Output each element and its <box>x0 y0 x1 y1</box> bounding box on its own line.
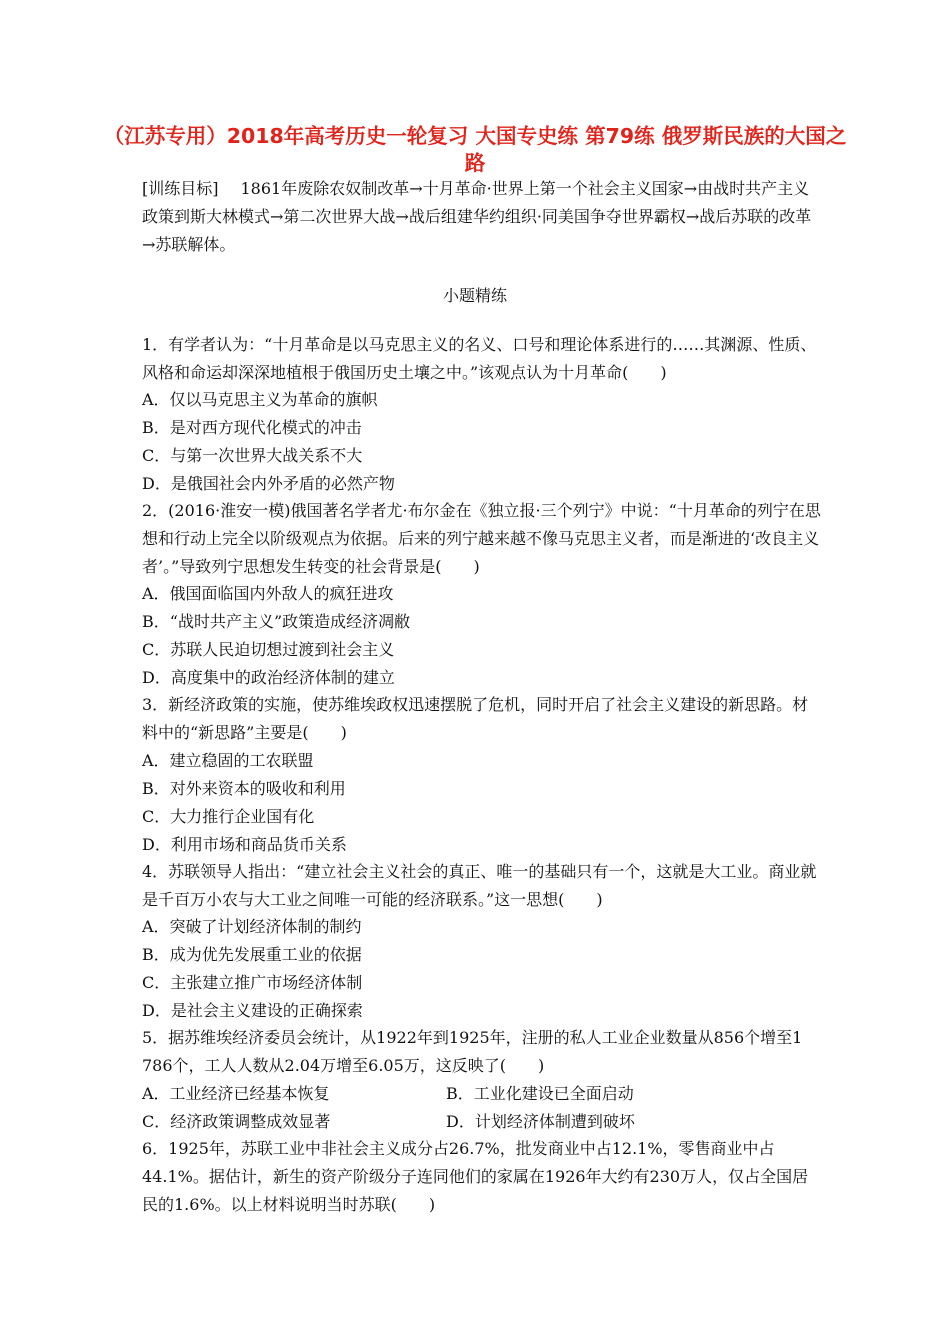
question-6-stem: 6．1925年，苏联工业中非社会主义成分占26.7%，批发商业中占12.1%，零售商业中占44.1%。据估计，新生的资产阶级分子连同他们的家属在1926年大约有230万人，仅占全国居民的1.6%。以上材料说明当时苏联( ) <box>142 1139 809 1214</box>
question-1-option-c: C．与第一次世界大战关系不大 <box>142 446 363 465</box>
question-1-option-d: D．是俄国社会内外矛盾的必然产物 <box>142 474 395 493</box>
question-3-option-b: B．对外来资本的吸收和利用 <box>142 779 346 798</box>
question-2-option-d: D．高度集中的政治经济体制的建立 <box>142 668 395 687</box>
question-4-stem: 4．苏联领导人指出：“建立社会主义社会的真正、唯一的基础只有一个，这就是大工业。商业就是千百万小农与大工业之间唯一可能的经济联系。”这一思想( ) <box>142 862 817 909</box>
question-2-option-c: C．苏联人民迫切想过渡到社会主义 <box>142 640 395 659</box>
training-goal-text: 1861年废除农奴制改革→十月革命·世界上第一个社会主义国家→由战时共产主义政策到斯大林模式→第二次世界大战→战后组建华约组织·同美国争夺世界霸权→战后苏联的改革→苏联解体。 <box>142 179 812 254</box>
question-5-option-a: A．工业经济已经基本恢复 <box>142 1084 330 1103</box>
document-title: （江苏专用）2018年高考历史一轮复习 大国专史练 第79练 俄罗斯民族的大国之路 <box>103 124 847 175</box>
training-goal-label: [训练目标] <box>142 179 219 198</box>
question-4-option-a: A．突破了计划经济体制的制约 <box>142 917 362 936</box>
question-1-stem: 1．有学者认为：“十月革命是以马克思主义的名义、口号和理论体系进行的……其渊源、性质、风格和命运却深深地植根于俄国历史土壤之中。”该观点认为十月革命( ) <box>142 335 817 382</box>
training-goal <box>142 175 822 259</box>
question-3-option-c: C．大力推行企业国有化 <box>142 807 315 826</box>
question-4-option-b: B．成为优先发展重工业的依据 <box>142 945 362 964</box>
question-5-option-d: D．计划经济体制遭到破坏 <box>446 1112 635 1131</box>
question-5-option-c: C．经济政策调整成效显著 <box>142 1112 331 1131</box>
question-5-option-b: B．工业化建设已全面启动 <box>446 1084 634 1103</box>
question-2-option-b: B．“战时共产主义”政策造成经济凋敝 <box>142 612 411 631</box>
question-3-option-d: D．利用市场和商品货币关系 <box>142 835 347 854</box>
section-heading: 小题精练 <box>442 286 507 305</box>
question-1-option-a: A．仅以马克思主义为革命的旗帜 <box>142 390 378 409</box>
question-2-stem: 2．(2016·淮安一模)俄国著名学者尤·布尔金在《独立报·三个列宁》中说：“十月革命的列宁在思想和行动上完全以阶级观点为依据。后来的列宁越来越不像马克思主义者，而是渐进的‘改良主义者’。”导致列宁思想发生转变的社会背景是( ) <box>142 501 821 576</box>
question-4-option-c: C．主张建立推广市场经济体制 <box>142 973 363 992</box>
question-2-option-a: A．俄国面临国内外敌人的疯狂进攻 <box>142 584 394 603</box>
question-5-stem: 5．据苏维埃经济委员会统计，从1922年到1925年，注册的私人工业企业数量从856个增至1 786个，工人人数从2.04万增至6.05万，这反映了( ) <box>142 1028 803 1075</box>
question-1-option-b: B．是对西方现代化模式的冲击 <box>142 418 362 437</box>
question-4-option-d: D．是社会主义建设的正确探索 <box>142 1001 363 1020</box>
question-3-stem: 3．新经济政策的实施，使苏维埃政权迅速摆脱了危机，同时开启了社会主义建设的新思路。材料中的“新思路”主要是( ) <box>142 695 809 742</box>
question-3-option-a: A．建立稳固的工农联盟 <box>142 751 314 770</box>
